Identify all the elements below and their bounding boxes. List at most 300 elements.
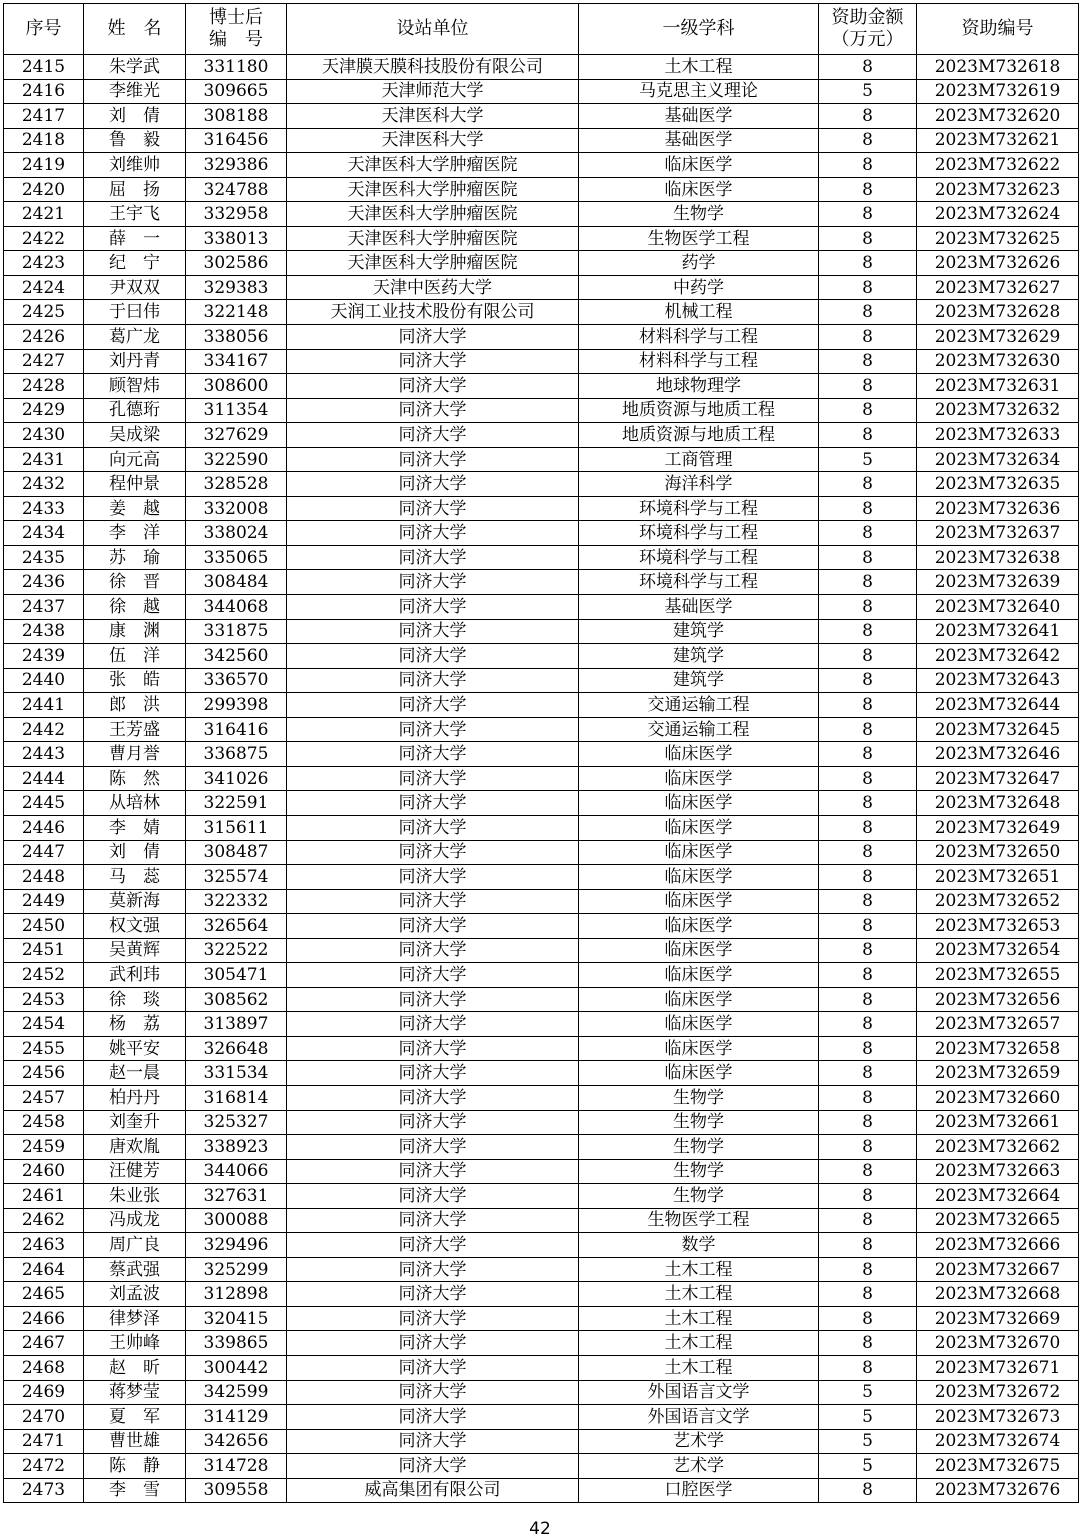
cell-discipline: 临床医学	[579, 865, 819, 890]
cell-discipline: 临床医学	[579, 1061, 819, 1086]
table-row	[4, 693, 1079, 718]
cell-serial-number: 2461	[4, 1184, 84, 1209]
cell-funding-id: 2023M732643	[917, 668, 1079, 693]
cell-funding-id: 2023M732646	[917, 742, 1079, 767]
cell-name: 陈 然	[84, 766, 186, 791]
cell-host-unit: 同济大学	[287, 938, 579, 963]
cell-host-unit: 天津医科大学	[287, 104, 579, 129]
cell-discipline: 艺术学	[579, 1429, 819, 1454]
cell-discipline: 基础医学	[579, 104, 819, 129]
cell-name: 赵 昕	[84, 1355, 186, 1380]
cell-funding-amount: 8	[819, 472, 917, 497]
cell-host-unit: 同济大学	[287, 447, 579, 472]
cell-name: 顾智炜	[84, 374, 186, 399]
cell-serial-number: 2441	[4, 693, 84, 718]
cell-serial-number: 2459	[4, 1135, 84, 1160]
cell-discipline: 地球物理学	[579, 374, 819, 399]
cell-host-unit: 同济大学	[287, 1257, 579, 1282]
cell-name: 薛 一	[84, 226, 186, 251]
cell-funding-id: 2023M732674	[917, 1429, 1079, 1454]
cell-funding-id: 2023M732670	[917, 1331, 1079, 1356]
table-row	[4, 1282, 1079, 1307]
cell-funding-id: 2023M732645	[917, 717, 1079, 742]
header-label: 序号	[25, 18, 62, 39]
cell-serial-number: 2446	[4, 815, 84, 840]
table-row	[4, 717, 1079, 742]
cell-serial-number: 2436	[4, 570, 84, 595]
cell-host-unit: 天津医科大学肿瘤医院	[287, 251, 579, 276]
cell-host-unit: 同济大学	[287, 619, 579, 644]
cell-funding-id: 2023M732639	[917, 570, 1079, 595]
table-row	[4, 1454, 1079, 1479]
cell-name: 刘 倩	[84, 104, 186, 129]
cell-postdoc-id: 316416	[186, 717, 287, 742]
cell-funding-id: 2023M732618	[917, 55, 1079, 80]
cell-host-unit: 同济大学	[287, 1380, 579, 1405]
cell-funding-amount: 8	[819, 1012, 917, 1037]
cell-name: 汪健芳	[84, 1159, 186, 1184]
cell-serial-number: 2427	[4, 349, 84, 374]
cell-host-unit: 同济大学	[287, 570, 579, 595]
table-row	[4, 742, 1079, 767]
cell-serial-number: 2437	[4, 595, 84, 620]
cell-postdoc-id: 344068	[186, 595, 287, 620]
cell-funding-amount: 8	[819, 1110, 917, 1135]
header-serial-number	[4, 4, 84, 55]
cell-serial-number: 2445	[4, 791, 84, 816]
cell-host-unit: 同济大学	[287, 1331, 579, 1356]
cell-name: 鲁 毅	[84, 128, 186, 153]
cell-host-unit: 同济大学	[287, 693, 579, 718]
cell-discipline: 土木工程	[579, 1257, 819, 1282]
cell-host-unit: 同济大学	[287, 644, 579, 669]
cell-funding-amount: 8	[819, 644, 917, 669]
cell-postdoc-id: 322522	[186, 938, 287, 963]
cell-serial-number: 2430	[4, 423, 84, 448]
cell-funding-id: 2023M732619	[917, 79, 1079, 104]
cell-serial-number: 2439	[4, 644, 84, 669]
cell-host-unit: 天润工业技术股份有限公司	[287, 300, 579, 325]
table-header	[4, 4, 1079, 55]
cell-discipline: 临床医学	[579, 1012, 819, 1037]
cell-serial-number: 2462	[4, 1208, 84, 1233]
cell-postdoc-id: 336570	[186, 668, 287, 693]
cell-name: 李维光	[84, 79, 186, 104]
cell-discipline: 中药学	[579, 275, 819, 300]
cell-funding-amount: 8	[819, 717, 917, 742]
cell-funding-id: 2023M732659	[917, 1061, 1079, 1086]
cell-funding-amount: 8	[819, 398, 917, 423]
cell-host-unit: 天津膜天膜科技股份有限公司	[287, 55, 579, 80]
table-row	[4, 1110, 1079, 1135]
cell-host-unit: 同济大学	[287, 496, 579, 521]
cell-serial-number: 2464	[4, 1257, 84, 1282]
table-row	[4, 104, 1079, 129]
cell-name: 康 渊	[84, 619, 186, 644]
table-row	[4, 325, 1079, 350]
cell-name: 王宇飞	[84, 202, 186, 227]
cell-host-unit: 同济大学	[287, 1282, 579, 1307]
cell-host-unit: 同济大学	[287, 1405, 579, 1430]
cell-funding-id: 2023M732620	[917, 104, 1079, 129]
cell-name: 律梦泽	[84, 1306, 186, 1331]
cell-funding-id: 2023M732664	[917, 1184, 1079, 1209]
cell-name: 夏 军	[84, 1405, 186, 1430]
cell-postdoc-id: 327629	[186, 423, 287, 448]
cell-discipline: 土木工程	[579, 1306, 819, 1331]
cell-discipline: 临床医学	[579, 177, 819, 202]
cell-discipline: 材料科学与工程	[579, 325, 819, 350]
table-row	[4, 472, 1079, 497]
cell-host-unit: 同济大学	[287, 325, 579, 350]
cell-discipline: 生物学	[579, 1110, 819, 1135]
cell-host-unit: 同济大学	[287, 1454, 579, 1479]
cell-discipline: 机械工程	[579, 300, 819, 325]
table-row	[4, 423, 1079, 448]
cell-serial-number: 2469	[4, 1380, 84, 1405]
cell-funding-amount: 8	[819, 1233, 917, 1258]
cell-funding-amount: 8	[819, 128, 917, 153]
cell-funding-id: 2023M732637	[917, 521, 1079, 546]
cell-name: 徐 晋	[84, 570, 186, 595]
cell-postdoc-id: 331875	[186, 619, 287, 644]
cell-serial-number: 2420	[4, 177, 84, 202]
cell-postdoc-id: 326564	[186, 914, 287, 939]
cell-funding-amount: 8	[819, 325, 917, 350]
cell-discipline: 生物学	[579, 1085, 819, 1110]
cell-funding-id: 2023M732669	[917, 1306, 1079, 1331]
cell-postdoc-id: 302586	[186, 251, 287, 276]
cell-funding-amount: 8	[819, 1478, 917, 1503]
cell-host-unit: 同济大学	[287, 1233, 579, 1258]
cell-funding-id: 2023M732660	[917, 1085, 1079, 1110]
cell-funding-id: 2023M732671	[917, 1355, 1079, 1380]
cell-name: 李 婧	[84, 815, 186, 840]
cell-serial-number: 2429	[4, 398, 84, 423]
cell-name: 刘孟波	[84, 1282, 186, 1307]
cell-discipline: 交通运输工程	[579, 717, 819, 742]
cell-postdoc-id: 308562	[186, 987, 287, 1012]
cell-discipline: 地质资源与地质工程	[579, 398, 819, 423]
cell-funding-id: 2023M732654	[917, 938, 1079, 963]
cell-discipline: 生物学	[579, 1135, 819, 1160]
cell-funding-amount: 8	[819, 938, 917, 963]
cell-discipline: 数学	[579, 1233, 819, 1258]
cell-discipline: 临床医学	[579, 987, 819, 1012]
cell-funding-amount: 8	[819, 1135, 917, 1160]
cell-discipline: 环境科学与工程	[579, 521, 819, 546]
table-row	[4, 766, 1079, 791]
cell-serial-number: 2428	[4, 374, 84, 399]
cell-funding-amount: 8	[819, 1184, 917, 1209]
cell-postdoc-id: 305471	[186, 963, 287, 988]
cell-discipline: 药学	[579, 251, 819, 276]
cell-funding-id: 2023M732657	[917, 1012, 1079, 1037]
header-name	[84, 4, 186, 55]
cell-funding-id: 2023M732672	[917, 1380, 1079, 1405]
cell-funding-id: 2023M732666	[917, 1233, 1079, 1258]
cell-serial-number: 2451	[4, 938, 84, 963]
cell-discipline: 临床医学	[579, 889, 819, 914]
cell-funding-amount: 8	[819, 1331, 917, 1356]
cell-funding-amount: 8	[819, 275, 917, 300]
cell-discipline: 临床医学	[579, 742, 819, 767]
cell-discipline: 马克思主义理论	[579, 79, 819, 104]
cell-funding-amount: 8	[819, 840, 917, 865]
cell-name: 曹世雄	[84, 1429, 186, 1454]
cell-postdoc-id: 338056	[186, 325, 287, 350]
cell-host-unit: 同济大学	[287, 1355, 579, 1380]
cell-name: 吴黄辉	[84, 938, 186, 963]
cell-host-unit: 天津医科大学肿瘤医院	[287, 177, 579, 202]
cell-host-unit: 天津医科大学肿瘤医院	[287, 226, 579, 251]
cell-postdoc-id: 329386	[186, 153, 287, 178]
cell-funding-amount: 8	[819, 496, 917, 521]
cell-discipline: 土木工程	[579, 1331, 819, 1356]
cell-funding-amount: 5	[819, 1454, 917, 1479]
cell-host-unit: 同济大学	[287, 742, 579, 767]
cell-name: 李 洋	[84, 521, 186, 546]
cell-funding-id: 2023M732636	[917, 496, 1079, 521]
table-row	[4, 815, 1079, 840]
cell-discipline: 材料科学与工程	[579, 349, 819, 374]
cell-serial-number: 2438	[4, 619, 84, 644]
cell-serial-number: 2423	[4, 251, 84, 276]
cell-postdoc-id: 309665	[186, 79, 287, 104]
cell-host-unit: 同济大学	[287, 1012, 579, 1037]
cell-discipline: 土木工程	[579, 55, 819, 80]
cell-postdoc-id: 299398	[186, 693, 287, 718]
cell-postdoc-id: 342560	[186, 644, 287, 669]
cell-serial-number: 2432	[4, 472, 84, 497]
cell-name: 张 皓	[84, 668, 186, 693]
cell-discipline: 临床医学	[579, 791, 819, 816]
cell-postdoc-id: 331534	[186, 1061, 287, 1086]
table-row	[4, 1012, 1079, 1037]
cell-name: 刘 倩	[84, 840, 186, 865]
cell-serial-number: 2415	[4, 55, 84, 80]
cell-funding-amount: 8	[819, 202, 917, 227]
cell-funding-id: 2023M732625	[917, 226, 1079, 251]
cell-name: 赵一晨	[84, 1061, 186, 1086]
cell-funding-amount: 8	[819, 226, 917, 251]
cell-funding-id: 2023M732623	[917, 177, 1079, 202]
cell-funding-id: 2023M732653	[917, 914, 1079, 939]
cell-funding-amount: 8	[819, 865, 917, 890]
cell-discipline: 地质资源与地质工程	[579, 423, 819, 448]
table-row	[4, 128, 1079, 153]
cell-discipline: 土木工程	[579, 1355, 819, 1380]
cell-host-unit: 同济大学	[287, 889, 579, 914]
table-row	[4, 398, 1079, 423]
cell-name: 徐 越	[84, 595, 186, 620]
cell-serial-number: 2450	[4, 914, 84, 939]
cell-postdoc-id: 314728	[186, 1454, 287, 1479]
cell-host-unit: 同济大学	[287, 815, 579, 840]
cell-host-unit: 天津医科大学肿瘤医院	[287, 153, 579, 178]
cell-funding-id: 2023M732661	[917, 1110, 1079, 1135]
table-row	[4, 619, 1079, 644]
cell-host-unit: 同济大学	[287, 1061, 579, 1086]
cell-funding-id: 2023M732656	[917, 987, 1079, 1012]
cell-funding-id: 2023M732641	[917, 619, 1079, 644]
cell-postdoc-id: 341026	[186, 766, 287, 791]
cell-serial-number: 2455	[4, 1036, 84, 1061]
cell-serial-number: 2470	[4, 1405, 84, 1430]
cell-discipline: 临床医学	[579, 914, 819, 939]
table-row	[4, 300, 1079, 325]
cell-host-unit: 同济大学	[287, 521, 579, 546]
cell-funding-id: 2023M732652	[917, 889, 1079, 914]
cell-host-unit: 天津医科大学肿瘤医院	[287, 202, 579, 227]
cell-serial-number: 2421	[4, 202, 84, 227]
table-row	[4, 202, 1079, 227]
cell-funding-amount: 8	[819, 963, 917, 988]
cell-discipline: 环境科学与工程	[579, 570, 819, 595]
table-row	[4, 1233, 1079, 1258]
cell-serial-number: 2417	[4, 104, 84, 129]
cell-postdoc-id: 308188	[186, 104, 287, 129]
cell-discipline: 临床医学	[579, 963, 819, 988]
cell-funding-id: 2023M732647	[917, 766, 1079, 791]
cell-host-unit: 同济大学	[287, 1208, 579, 1233]
cell-funding-id: 2023M732629	[917, 325, 1079, 350]
page-number: 42	[529, 1519, 551, 1539]
cell-postdoc-id: 326648	[186, 1036, 287, 1061]
table-row	[4, 226, 1079, 251]
cell-name: 曹月誉	[84, 742, 186, 767]
cell-serial-number: 2416	[4, 79, 84, 104]
cell-postdoc-id: 334167	[186, 349, 287, 374]
table-row	[4, 1306, 1079, 1331]
cell-postdoc-id: 314129	[186, 1405, 287, 1430]
cell-postdoc-id: 325574	[186, 865, 287, 890]
cell-funding-amount: 8	[819, 1282, 917, 1307]
cell-discipline: 临床医学	[579, 840, 819, 865]
cell-postdoc-id: 338923	[186, 1135, 287, 1160]
cell-name: 从培林	[84, 791, 186, 816]
cell-funding-id: 2023M732632	[917, 398, 1079, 423]
cell-name: 郎 洪	[84, 693, 186, 718]
table-row	[4, 79, 1079, 104]
cell-serial-number: 2473	[4, 1478, 84, 1503]
cell-funding-amount: 8	[819, 1159, 917, 1184]
cell-name: 徐 琰	[84, 987, 186, 1012]
cell-host-unit: 同济大学	[287, 595, 579, 620]
cell-discipline: 临床医学	[579, 815, 819, 840]
cell-discipline: 生物学	[579, 1184, 819, 1209]
table-row	[4, 1257, 1079, 1282]
table-row	[4, 840, 1079, 865]
table-row	[4, 349, 1079, 374]
cell-serial-number: 2466	[4, 1306, 84, 1331]
cell-funding-id: 2023M732665	[917, 1208, 1079, 1233]
cell-funding-id: 2023M732627	[917, 275, 1079, 300]
cell-host-unit: 同济大学	[287, 766, 579, 791]
cell-name: 刘奎升	[84, 1110, 186, 1135]
cell-name: 周广良	[84, 1233, 186, 1258]
cell-serial-number: 2424	[4, 275, 84, 300]
table-row	[4, 889, 1079, 914]
table-row	[4, 987, 1079, 1012]
cell-funding-id: 2023M732624	[917, 202, 1079, 227]
table-row	[4, 668, 1079, 693]
cell-funding-id: 2023M732640	[917, 595, 1079, 620]
cell-postdoc-id: 344066	[186, 1159, 287, 1184]
cell-funding-amount: 8	[819, 766, 917, 791]
cell-serial-number: 2433	[4, 496, 84, 521]
cell-serial-number: 2435	[4, 545, 84, 570]
cell-discipline: 环境科学与工程	[579, 545, 819, 570]
cell-postdoc-id: 313897	[186, 1012, 287, 1037]
cell-funding-id: 2023M732644	[917, 693, 1079, 718]
cell-discipline: 生物学	[579, 1159, 819, 1184]
cell-name: 杨 荔	[84, 1012, 186, 1037]
cell-serial-number: 2453	[4, 987, 84, 1012]
cell-name: 姚平安	[84, 1036, 186, 1061]
cell-name: 伍 洋	[84, 644, 186, 669]
table-row	[4, 545, 1079, 570]
cell-funding-amount: 8	[819, 1061, 917, 1086]
cell-name: 柏丹丹	[84, 1085, 186, 1110]
cell-discipline: 环境科学与工程	[579, 496, 819, 521]
cell-postdoc-id: 327631	[186, 1184, 287, 1209]
cell-discipline: 基础医学	[579, 595, 819, 620]
cell-discipline: 生物学	[579, 202, 819, 227]
cell-postdoc-id: 300088	[186, 1208, 287, 1233]
table-row	[4, 1208, 1079, 1233]
cell-discipline: 口腔医学	[579, 1478, 819, 1503]
cell-funding-id: 2023M732662	[917, 1135, 1079, 1160]
cell-postdoc-id: 308484	[186, 570, 287, 595]
table-row	[4, 570, 1079, 595]
cell-name: 莫新海	[84, 889, 186, 914]
cell-postdoc-id: 325327	[186, 1110, 287, 1135]
cell-postdoc-id: 316814	[186, 1085, 287, 1110]
cell-serial-number: 2456	[4, 1061, 84, 1086]
cell-host-unit: 同济大学	[287, 1306, 579, 1331]
cell-host-unit: 同济大学	[287, 1110, 579, 1135]
header-funding-amount	[819, 4, 917, 55]
cell-name: 陈 静	[84, 1454, 186, 1479]
cell-serial-number: 2458	[4, 1110, 84, 1135]
cell-host-unit: 同济大学	[287, 840, 579, 865]
cell-discipline: 建筑学	[579, 644, 819, 669]
cell-host-unit: 同济大学	[287, 472, 579, 497]
cell-funding-amount: 8	[819, 1257, 917, 1282]
cell-host-unit: 同济大学	[287, 1135, 579, 1160]
cell-serial-number: 2452	[4, 963, 84, 988]
cell-funding-id: 2023M732628	[917, 300, 1079, 325]
cell-discipline: 工商管理	[579, 447, 819, 472]
cell-host-unit: 同济大学	[287, 1184, 579, 1209]
cell-discipline: 艺术学	[579, 1454, 819, 1479]
table-row	[4, 1036, 1079, 1061]
cell-name: 武利玮	[84, 963, 186, 988]
cell-serial-number: 2463	[4, 1233, 84, 1258]
cell-name: 姜 越	[84, 496, 186, 521]
cell-host-unit: 同济大学	[287, 1085, 579, 1110]
cell-name: 苏 瑜	[84, 545, 186, 570]
cell-postdoc-id: 308487	[186, 840, 287, 865]
cell-discipline: 临床医学	[579, 1036, 819, 1061]
cell-host-unit: 同济大学	[287, 1036, 579, 1061]
table-row	[4, 865, 1079, 890]
cell-postdoc-id: 331180	[186, 55, 287, 80]
cell-serial-number: 2440	[4, 668, 84, 693]
cell-postdoc-id: 339865	[186, 1331, 287, 1356]
cell-funding-id: 2023M732667	[917, 1257, 1079, 1282]
